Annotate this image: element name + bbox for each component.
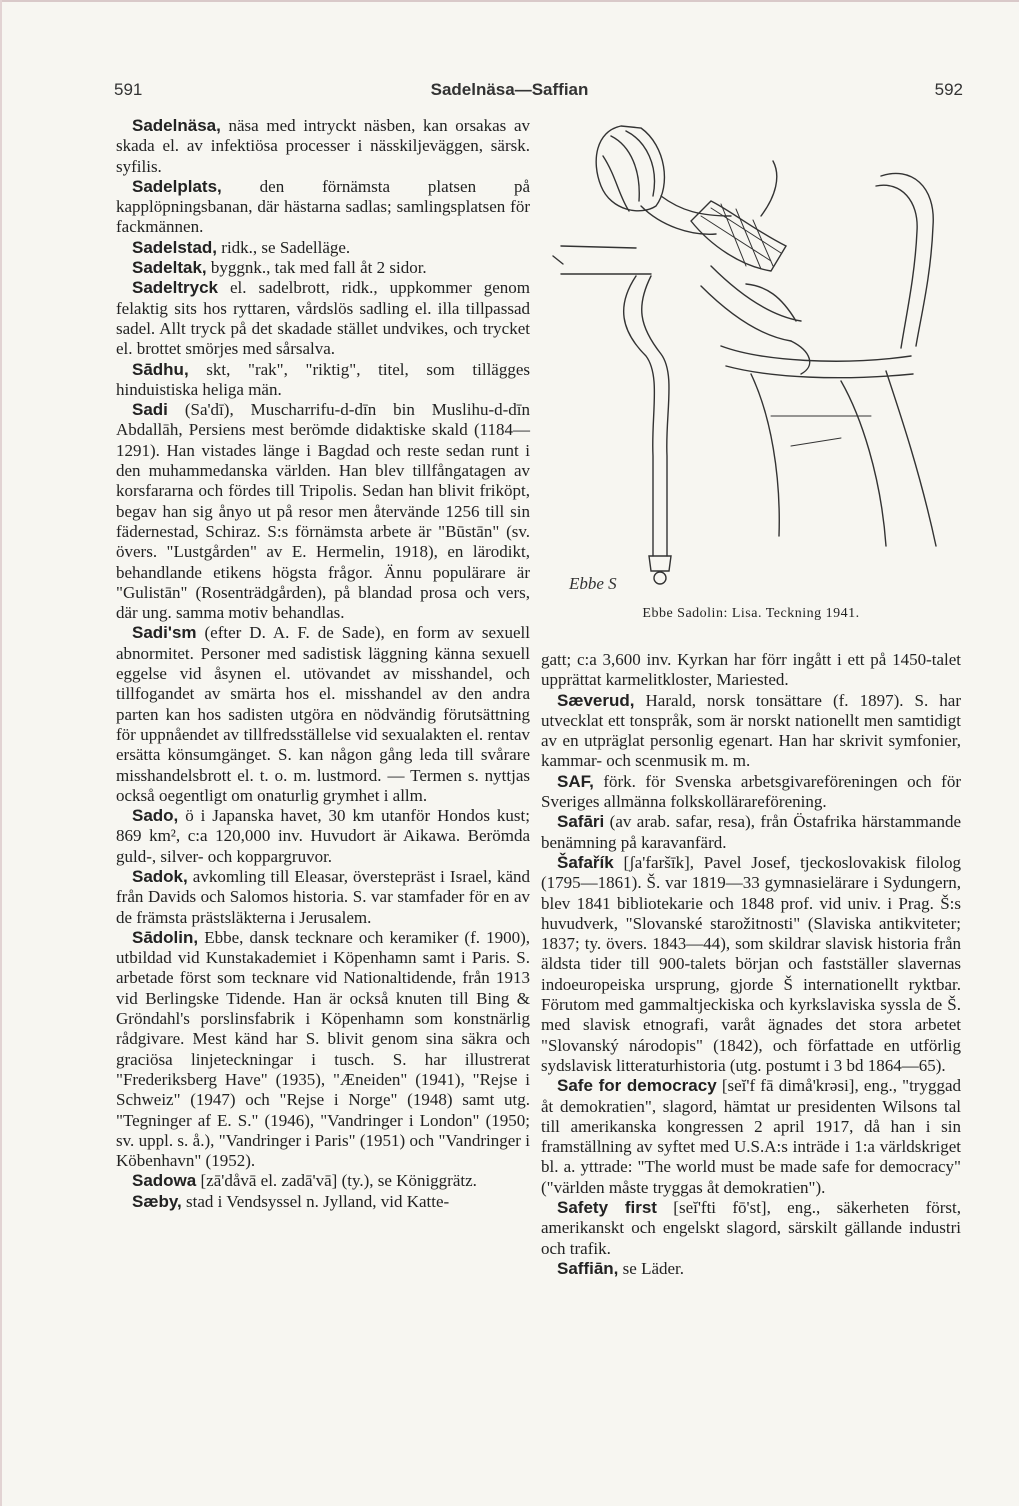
entry-continuation: gatt; c:a 3,600 inv. Kyrkan har förr ingått i ett på 1450-talet upprättat karmelitkloster, Mariested. <box>541 650 961 690</box>
entry <box>116 400 530 623</box>
entry <box>116 278 530 359</box>
entry-text: näsa med intryckt näsben, kan orsakas av skada el. av infektiösa processer i nässkiljeväggen, särsk. syfilis. <box>116 116 530 176</box>
top-edge-line <box>0 0 1019 2</box>
page-number-right: 592 <box>934 80 963 99</box>
entry-text: Harald, norsk tonsättare (f. 1897). S. har utvecklat ett tonspråk, som är norskt nationellt men samtidigt av en utpräglat personlig egenart. Han har skrivit symfonier, kammar- och scenmusik m. m. <box>541 690 961 771</box>
entry <box>116 238 530 258</box>
running-title: Sadelnäsa—Saffian <box>430 80 589 99</box>
entry-text: (efter D. A. F. de Sade), en form av sexuell abnormitet. Personer med sadistisk läggning känna sexuell eggelse vid åsynen el. utövandet av misshandel, och tillfogandet av smärta hos el. misshandel av den andra parten kan hos sadisten utgöra en nödvändig förutsättning för uppnåendet av tillfredsställelse vid sexualakten el. rentav ersätta könsumgänget. S. kan någon gång leda till svårare misshandelsbrott el. t. o. m. lustmord. — Termen s. nyttjas också oegentligt om onaturlig grymhet i allm. <box>116 623 530 805</box>
entry-headword: Sadeltak, <box>132 258 207 278</box>
entry-headword: Sadeltryck <box>132 278 218 298</box>
entry <box>116 360 530 401</box>
entry-headword: Sæverud, <box>557 690 635 710</box>
entry-headword: Safāri <box>557 812 605 832</box>
left-column <box>116 116 530 1212</box>
entry <box>541 853 961 1076</box>
entry-headword: Sādolin, <box>132 927 199 947</box>
entry-text: byggnk., tak med fall åt 2 sidor. <box>206 258 427 278</box>
entry-headword: Sadelstad, <box>132 237 218 257</box>
entry <box>116 1171 530 1191</box>
entry-headword: Sadelnäsa, <box>132 116 221 135</box>
entry <box>116 258 530 278</box>
entry-headword: Sādhu, <box>132 359 189 379</box>
entry-headword: SAF, <box>557 771 594 791</box>
entry <box>541 691 961 772</box>
entry <box>116 116 530 177</box>
entry-text: el. sadelbrott, ridk., uppkommer genom felaktig sits hos ryttaren, vårdslös sadling el. illa tillpassad sadel. Allt tryck på det skadade stället undvikes, och trycket el. brottet smörjes med sårsalva. <box>116 278 530 359</box>
right-column <box>541 116 961 1279</box>
entry <box>541 1259 961 1279</box>
left-edge-line <box>0 0 2 1506</box>
entry-text: Ebbe, dansk tecknare och keramiker (f. 1900), utbildad vid Kunstakademiet i Köpenhamn samt i Paris. S. arbetade först som tecknare vid Nationaltidende, från 1913 vid Berlingske Tidende. Han är också knuten till Bing & Gröndahl's porslinsfabrik i Köpenhamn som konstnärlig rådgivare. Mest känd har S. blivit genom sina säkra och graciösa linjeteckningar i tusch. S. har illustrerat "Frederiksberg Have" (1935), "Æneiden" (1941), "Rejse i Schweiz" (1947) och "Rejse i Norge" (1948) samt utg. "Tegninger af E. S." (1946), "Vandringer i London" (1950; sv. uppl. s. å.), "Vandringer i Paris" (1951) och "Vandringer i Köbenhavn" (1952). <box>116 927 530 1171</box>
entry-text: (av arab. safar, resa), från Östafrika härstammande benämning på karavanfärd. <box>541 812 961 852</box>
sketch-drawing <box>541 116 961 596</box>
entry-text: den förnämsta platsen på kapplöpningsbanan, där hästarna sadlas; samlingsplatsen för fackmännen. <box>116 176 530 237</box>
entry-headword: Safe for democracy <box>557 1076 717 1096</box>
entry <box>116 928 530 1172</box>
entry-text: förk. för Svenska arbetsgivareföreningen och för Sveriges allmänna folkskollärareförening. <box>541 771 961 812</box>
entry-text: [seĭ'fti fō'st], eng., säkerheten först, amerikanskt och engelskt slagord, särskilt gällande industri och trafik. <box>541 1198 962 1258</box>
entry <box>541 1198 961 1259</box>
entry <box>116 177 530 238</box>
entry-text: skt, "rak", "riktig", titel, som tillägges hinduistiska heliga män. <box>116 359 530 399</box>
page-number-left: 591 <box>114 80 143 99</box>
entry <box>116 867 530 928</box>
entry-text: se Läder. <box>618 1258 685 1278</box>
entry-headword: Sadelplats, <box>132 176 222 196</box>
entry <box>116 623 530 806</box>
entry-headword: Sæby, <box>132 1191 182 1211</box>
figure-caption: Ebbe Sadolin: Lisa. Teckning 1941. <box>642 606 860 621</box>
entry-text: [ʃa'faršīk], Pavel Josef, tjeckoslovakisk filolog (1795—1861). Š. var 1819—33 gymnasielärare i Sydungern, blev 1841 bibliotekarie och 1848 prof. vid univ. i Prag. Š:s huvudverk, "Slovanské starožitnosti" (Slaviska antikviteter; 1837; ty. övers. 1843—44), som skildrar slavisk historia från äldsta tider till 900-talets början och fastställer slavernas indoeuropeiska ursprung, gjorde Š internationellt ryktbar. Förutom med gammaltjeckiska och kyrkslaviska syssla de Š. med slavisk etnografi, varåt ägnades det stora arbetet "Slovanský národopis" (1842), och författade en utförlig sydslavisk litteraturhistoria (utg. postumt i 3 bd 1864—65). <box>541 852 961 1075</box>
entry-text: [seĭ'f fā dimå'krəsi], eng., "tryggad åt demokratien", slagord, hämtat ur presidenten Wilsons tal till amerikanska kongressen 2 april 1917, då han i sin framställning av syftet med U.S.A:s inträde i 1:a världskriget bl. a. yttrade: "The world must be made safe for democracy" ("världen måste tryggas åt demokratien"). <box>541 1076 962 1197</box>
entry-headword: Sado, <box>132 806 179 826</box>
sketch-figure <box>541 116 961 646</box>
entry-text: ridk., se Sadelläge. <box>217 237 351 257</box>
entry-headword: Šafařík <box>557 852 614 872</box>
entry-text: ö i Japanska havet, 30 km utanför Hondos kust; 869 km², c:a 120,000 inv. Huvudort är Aikawa. Berömda guld-, silver- och koppargruvor. <box>116 806 530 866</box>
entry-headword: Sadi <box>132 400 168 420</box>
entry-headword: Sadi'sm <box>132 623 197 643</box>
entry-headword: Safety first <box>557 1198 657 1218</box>
entry-headword: Sadowa <box>132 1171 197 1191</box>
entry <box>541 812 961 853</box>
entry <box>116 806 530 867</box>
entry-text: stad i Vendsyssel n. Jylland, vid Katte- <box>181 1191 450 1211</box>
entry-text: avkomling till Eleasar, överstepräst i Israel, känd från Davids och Salomos historia. S. var stamfader för en av de främsta prästsläkterna i Jerusalem. <box>116 866 530 927</box>
artist-signature: Ebbe S <box>569 574 617 593</box>
entry-headword: Sadok, <box>132 866 188 886</box>
entry <box>541 772 961 813</box>
entry-text: (Sa'dī), Muscharrifu-d-dīn bin Muslihu-d-dīn Abdallāh, Persiens mest berömde didaktiske skald (1184—1291). Han vistades länge i Bagdad och reste sedan runt i den muhammedanska världen. Han blev tillfångatagen av korsfararna och fördes till Tripolis. Sedan han blivit friköpt, begav han sig ånyo ut på resor men återvände 1256 till sin fädernestad, Schiraz. S:s förnämsta arbete är "Būstān" (sv. övers. "Lustgården" av E. Hermelin, 1918), en lärodikt, behandlande etikens högsta frågor. Ännu populärare är "Gulistān" (Rosenträdgården), på blandad prosa och vers, där ung. samma motiv behandlas. <box>116 400 530 623</box>
entry <box>541 1076 961 1198</box>
entry <box>116 1192 530 1212</box>
entry-headword: Saffiān, <box>557 1258 619 1278</box>
entry-text: [zā'dåvā el. zadā'vā] (ty.), se Königgrätz. <box>196 1171 477 1191</box>
